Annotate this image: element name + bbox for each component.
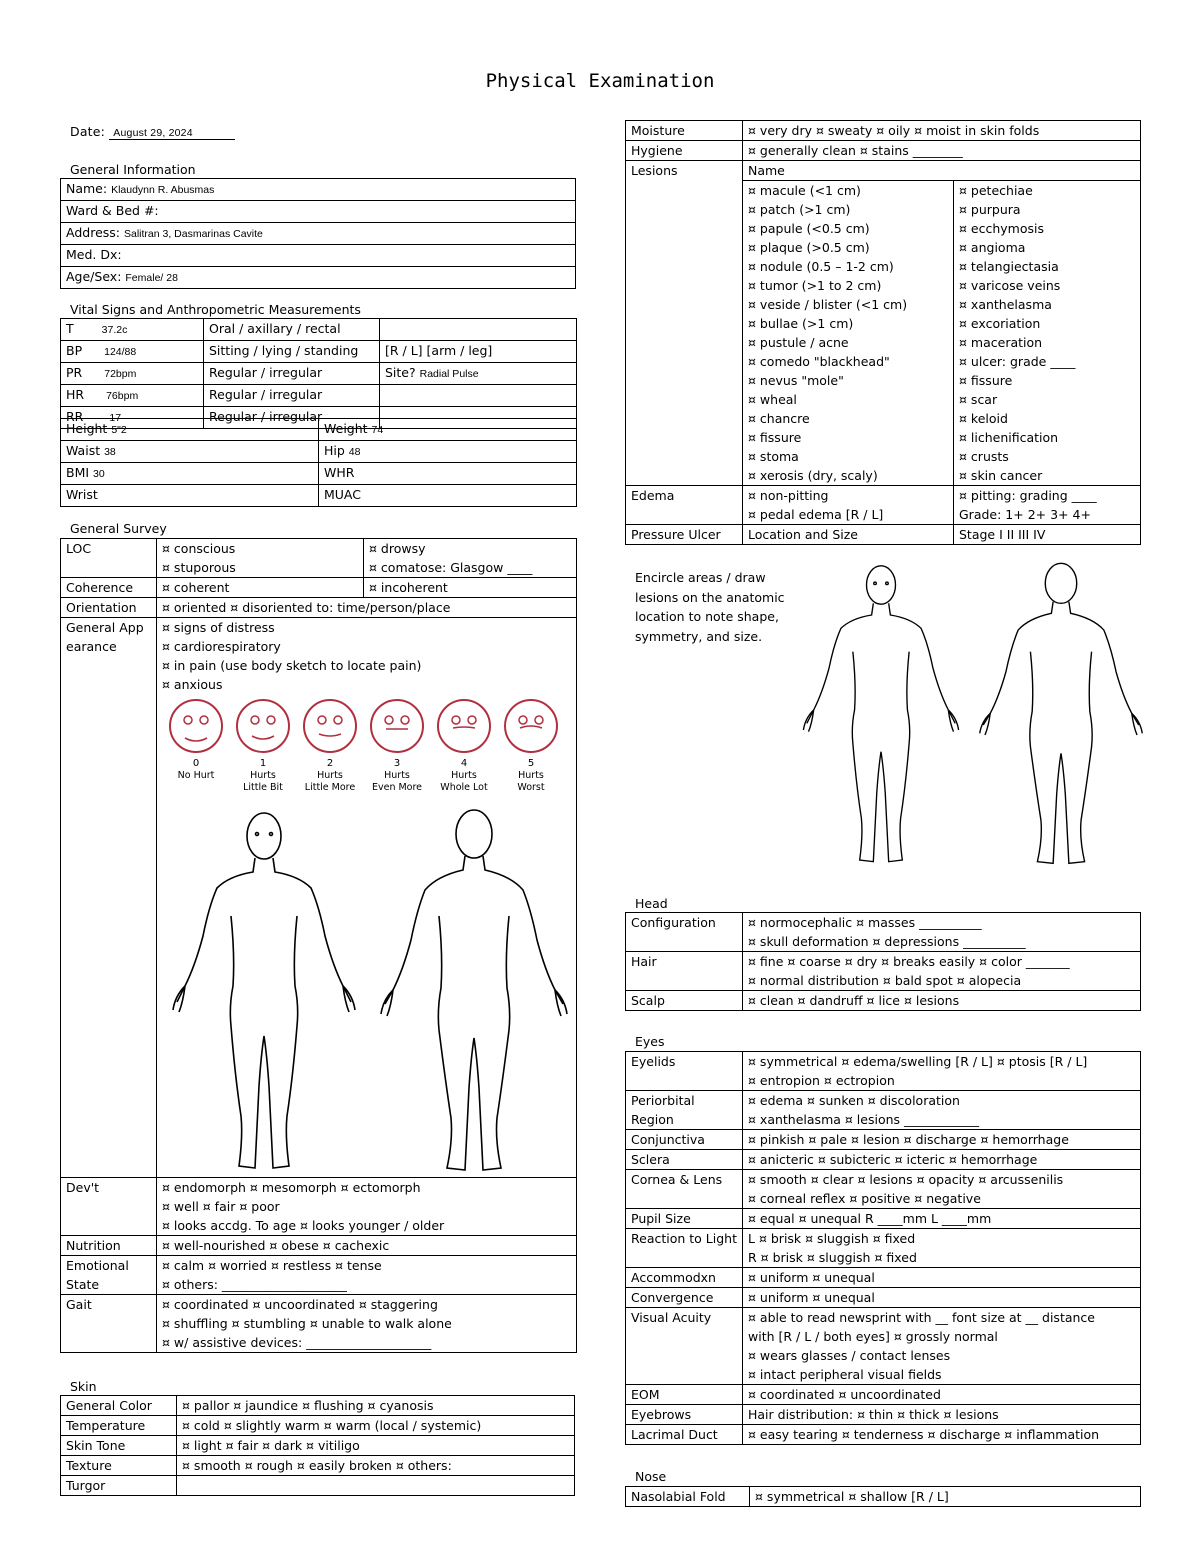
pain-face-icon [168, 698, 224, 754]
survey-row-orientation [61, 598, 577, 618]
date-row [70, 124, 235, 140]
gait-label: Gait [61, 1295, 157, 1353]
loc-conscious[interactable]: ¤ conscious [162, 541, 236, 556]
lesion-option[interactable]: ¤ crusts [959, 449, 1009, 464]
lesion-option[interactable]: ¤ pustule / acne [748, 335, 849, 350]
eyes-row [626, 1385, 1141, 1405]
eyes-option-line[interactable]: with [R / L / both eyes] ¤ grossly normal [748, 1329, 998, 1344]
hygiene-row [626, 141, 1141, 161]
loc-comatose[interactable]: ¤ comatose: Glasgow ____ [369, 560, 533, 575]
eyes-row-label: Conjunctiva [626, 1130, 743, 1150]
pain-scale [163, 698, 563, 798]
eyes-option-line[interactable]: ¤ easy tearing ¤ tenderness ¤ discharge ¤ inflammation [748, 1427, 1100, 1442]
skin-row [61, 1436, 575, 1456]
wrist-label: Wrist [66, 487, 98, 502]
vital-label: HR [66, 387, 85, 402]
bp-value[interactable]: 124/88 [104, 346, 137, 358]
pain-face-number: 4 [460, 758, 468, 769]
skin-tone-options[interactable]: ¤ light ¤ fair ¤ dark ¤ vitiligo [177, 1436, 575, 1456]
hr-rhythm[interactable]: Regular / irregular [204, 385, 380, 407]
nose-table [625, 1486, 1141, 1507]
eyes-option-line[interactable]: R ¤ brisk ¤ sluggish ¤ fixed [748, 1250, 917, 1265]
lesion-option[interactable]: ¤ angioma [959, 240, 1026, 255]
pain-face-icon [235, 698, 291, 754]
hygiene-label: Hygiene [626, 141, 743, 161]
pain-face-label: Hurts [518, 770, 544, 781]
pain-face-number: 1 [259, 758, 267, 769]
hr-value[interactable]: 76bpm [106, 390, 139, 402]
pressure-ulcer-location[interactable]: Location and Size [743, 525, 954, 545]
vitals-table [60, 318, 577, 429]
loc-drowsy[interactable]: ¤ drowsy [369, 541, 426, 556]
instruction-line: location to note shape, [635, 609, 779, 624]
pain-face-label: Hurts [317, 770, 343, 781]
eyes-option-line[interactable]: ¤ wears glasses / contact lenses [748, 1348, 951, 1363]
temperature-label: Temperature [61, 1416, 177, 1436]
eyes-row-options [743, 1150, 1141, 1170]
cardiorespiratory-option[interactable]: ¤ cardiorespiratory [162, 639, 281, 654]
lesion-option[interactable]: ¤ comedo "blackhead" [748, 354, 890, 369]
general-info-row [61, 201, 576, 223]
name-value[interactable]: Klaudynn R. Abusmas [111, 184, 215, 196]
eyes-row-label: Reaction to Light [626, 1229, 743, 1268]
temp-value[interactable]: 37.2c [101, 324, 128, 336]
body-diagram-front [169, 806, 359, 1178]
eyes-option-line[interactable]: ¤ corneal reflex ¤ positive ¤ negative [748, 1191, 981, 1206]
eyes-row-options [743, 1268, 1141, 1288]
lesion-option[interactable]: ¤ xanthelasma [959, 297, 1052, 312]
configuration-options-1[interactable]: ¤ normocephalic ¤ masses __________ [748, 915, 982, 930]
eyes-option-line[interactable]: ¤ pinkish ¤ pale ¤ lesion ¤ discharge ¤ hemorrhage [748, 1132, 1069, 1147]
pain-face[interactable] [163, 698, 229, 782]
lesion-option[interactable]: ¤ patch (>1 cm) [748, 202, 851, 217]
survey-row-appearance [61, 618, 577, 1178]
hair-options-1[interactable]: ¤ fine ¤ coarse ¤ dry ¤ breaks easily ¤ color _______ [748, 954, 1070, 969]
skin-heading: Skin [70, 1379, 97, 1394]
eyes-row [626, 1170, 1141, 1209]
general-survey-table [60, 538, 577, 1353]
coherence-label: Coherence [61, 578, 157, 598]
lesion-option[interactable]: ¤ macule (<1 cm) [748, 183, 861, 198]
eyes-row-options [743, 1052, 1141, 1091]
skin-tone-label: Skin Tone [61, 1436, 177, 1456]
lesion-body-back [978, 560, 1144, 870]
eyes-row-label: Cornea & Lens [626, 1170, 743, 1209]
hip-value[interactable]: 48 [348, 446, 361, 458]
eyes-row-options [743, 1385, 1141, 1405]
age-sex-value[interactable]: Female/ 28 [125, 272, 178, 284]
eyes-row-label: Accommodxn [626, 1268, 743, 1288]
vital-label: T [66, 321, 74, 336]
eyes-row-options [743, 1130, 1141, 1150]
lesion-option[interactable]: ¤ petechiae [959, 183, 1033, 198]
weight-label: Weight [324, 421, 368, 436]
survey-row-devt [61, 1178, 577, 1236]
instruction-line: symmetry, and size. [635, 628, 763, 644]
survey-row-emotional [61, 1256, 577, 1295]
scalp-label: Scalp [626, 991, 743, 1011]
lesion-option[interactable]: ¤ xerosis (dry, scaly) [748, 468, 878, 483]
loc-stuporous[interactable]: ¤ stuporous [162, 560, 236, 575]
address-value[interactable]: Salitran 3, Dasmarinas Cavite [123, 228, 263, 240]
address-label: Address: [66, 225, 120, 240]
date-label: Date: [70, 124, 106, 139]
pitting-option[interactable]: ¤ pitting: grading ____ [959, 488, 1097, 503]
eyes-row-options [743, 1308, 1141, 1385]
eyes-option-line[interactable]: L ¤ brisk ¤ sluggish ¤ fixed [748, 1231, 916, 1246]
eyes-row-label: Periorbital Region [626, 1091, 743, 1130]
pain-face[interactable] [297, 698, 363, 794]
body-diagram-back [379, 806, 569, 1178]
lesions-list-left [743, 181, 954, 486]
height-label: Height [66, 421, 108, 436]
orientation-options[interactable]: ¤ oriented ¤ disoriented to: time/person/place [157, 598, 577, 618]
skin-row [61, 1456, 575, 1476]
pain-face-sublabel: Little Bit [243, 782, 283, 793]
nutrition-label: Nutrition [61, 1236, 157, 1256]
pain-face-icon [503, 698, 559, 754]
eyes-row [626, 1209, 1141, 1229]
hip-label: Hip [324, 443, 345, 458]
lesion-option[interactable]: ¤ ulcer: grade ____ [959, 354, 1076, 369]
pressure-ulcer-label: Pressure Ulcer [626, 525, 743, 545]
lesion-option[interactable]: ¤ ecchymosis [959, 221, 1045, 236]
pain-face-sublabel: Even More [371, 782, 423, 793]
med-dx-label: Med. Dx: [66, 247, 122, 262]
eyes-row [626, 1091, 1141, 1130]
lesion-option[interactable]: ¤ tumor (>1 to 2 cm) [748, 278, 882, 293]
bp-site[interactable]: [R / L] [arm / leg] [380, 341, 577, 363]
ward-label: Ward & Bed #: [66, 203, 159, 218]
lesion-option[interactable]: ¤ keloid [959, 411, 1008, 426]
loc-label: LOC [61, 539, 157, 578]
nose-row [626, 1487, 1141, 1507]
pain-face-number: 5 [527, 758, 535, 769]
configuration-label: Configuration [626, 913, 743, 952]
lesion-option[interactable]: ¤ lichenification [959, 430, 1059, 445]
orientation-label: Orientation [61, 598, 157, 618]
texture-options[interactable]: ¤ smooth ¤ rough ¤ easily broken ¤ others: [177, 1456, 575, 1476]
bmi-label: BMI [66, 465, 90, 480]
pain-face-sublabel: Little More [304, 782, 356, 793]
vital-label: PR [66, 365, 83, 380]
eyes-row-options [743, 1209, 1141, 1229]
eyes-row-options [743, 1425, 1141, 1445]
pr-rhythm[interactable]: Regular / irregular [204, 363, 380, 385]
head-row [626, 991, 1141, 1011]
age-sex-label: Age/Sex: [66, 269, 122, 284]
eyes-row-label: EOM [626, 1385, 743, 1405]
head-row [626, 952, 1141, 991]
anthro-row [61, 419, 577, 441]
vitals-row [61, 363, 577, 385]
pain-face[interactable] [431, 698, 497, 794]
anthro-row [61, 441, 577, 463]
lesion-option[interactable]: ¤ varicose veins [959, 278, 1061, 293]
coherent-option[interactable]: ¤ coherent [157, 578, 364, 598]
skin-continued-table [625, 120, 1141, 545]
pressure-ulcer-row [626, 525, 1141, 545]
general-color-options[interactable]: ¤ pallor ¤ jaundice ¤ flushing ¤ cyanosis [177, 1396, 575, 1416]
eyes-option-line[interactable]: ¤ equal ¤ unequal R ____mm L ____mm [748, 1211, 992, 1226]
nutrition-options[interactable]: ¤ well-nourished ¤ obese ¤ cachexic [157, 1236, 577, 1256]
eyes-heading: Eyes [635, 1034, 665, 1049]
eyes-row [626, 1308, 1141, 1385]
non-pitting-option[interactable]: ¤ non-pitting [748, 488, 829, 503]
general-info-row [61, 245, 576, 267]
eyes-option-line[interactable]: ¤ anicteric ¤ subicteric ¤ icteric ¤ hemorrhage [748, 1152, 1038, 1167]
rr-rhythm[interactable]: Regular / irregular [204, 407, 380, 429]
eyes-row [626, 1268, 1141, 1288]
lesion-option[interactable]: ¤ veside / blister (<1 cm) [748, 297, 908, 312]
name-label: Name: [66, 181, 108, 196]
eyes-row [626, 1150, 1141, 1170]
eyes-option-line[interactable]: ¤ uniform ¤ unequal [748, 1270, 875, 1285]
skin-row [61, 1476, 575, 1496]
lesion-option[interactable]: ¤ stoma [748, 449, 799, 464]
eyes-row-label: Eyelids [626, 1052, 743, 1091]
edema-grade[interactable]: Grade: 1+ 2+ 3+ 4+ [959, 507, 1091, 522]
diagram-instructions [635, 568, 785, 646]
eyes-option-line[interactable]: ¤ uniform ¤ unequal [748, 1290, 875, 1305]
eyes-row-label: Convergence [626, 1288, 743, 1308]
gait-options-2[interactable]: ¤ shuffling ¤ stumbling ¤ unable to walk alone [162, 1316, 452, 1331]
build-options[interactable]: ¤ well ¤ fair ¤ poor [162, 1199, 280, 1214]
turgor-value[interactable] [177, 1476, 575, 1496]
waist-value[interactable]: 38 [104, 446, 116, 458]
lesion-option[interactable]: ¤ purpura [959, 202, 1021, 217]
nasolabial-label: Nasolabial Fold [626, 1487, 750, 1507]
lesions-row [626, 161, 1141, 181]
distress-option[interactable]: ¤ signs of distress [162, 620, 275, 635]
moisture-label: Moisture [626, 121, 743, 141]
lesion-option[interactable]: ¤ plaque (>0.5 cm) [748, 240, 870, 255]
eyes-row-label: Lacrimal Duct [626, 1425, 743, 1445]
lesion-option[interactable]: ¤ maceration [959, 335, 1043, 350]
nasolabial-options[interactable]: ¤ symmetrical ¤ shallow [R / L] [750, 1487, 1141, 1507]
whr-label: WHR [324, 465, 355, 480]
vitals-row [61, 319, 577, 341]
hair-label: Hair [626, 952, 743, 991]
head-heading: Head [635, 896, 668, 911]
waist-label: Waist [66, 443, 101, 458]
lesion-option[interactable]: ¤ fissure [959, 373, 1013, 388]
eyes-row [626, 1288, 1141, 1308]
eyes-row-options [743, 1288, 1141, 1308]
general-info-table [60, 178, 576, 289]
survey-row-gait [61, 1295, 577, 1353]
general-info-heading: General Information [70, 162, 196, 177]
lesion-option[interactable]: ¤ nodule (0.5 – 1-2 cm) [748, 259, 894, 274]
eyes-option-line[interactable]: ¤ symmetrical ¤ edema/swelling [R / L] ¤ ptosis [R / L] [748, 1054, 1088, 1069]
emotional-label: Emotional State [61, 1256, 157, 1295]
pr-site-label: Site? [385, 365, 416, 380]
lesion-body-front [800, 560, 962, 870]
lesion-option[interactable]: ¤ fissure [748, 430, 802, 445]
anthropometric-table [60, 418, 577, 507]
instruction-line: Encircle areas / draw [635, 570, 766, 585]
eyes-row-options [743, 1229, 1141, 1268]
anthro-row [61, 485, 577, 507]
pain-face-label: Hurts [451, 770, 477, 781]
eyes-row-options [743, 1405, 1141, 1425]
page-title: Physical Examination [485, 70, 715, 92]
body-type-options[interactable]: ¤ endomorph ¤ mesomorph ¤ ectomorph [162, 1180, 421, 1195]
moisture-row [626, 121, 1141, 141]
muac-label: MUAC [324, 487, 361, 502]
temp-extra [380, 319, 577, 341]
edema-label: Edema [626, 486, 743, 525]
moisture-options[interactable]: ¤ very dry ¤ sweaty ¤ oily ¤ moist in skin folds [743, 121, 1141, 141]
lesion-option[interactable]: ¤ wheal [748, 392, 797, 407]
pain-option[interactable]: ¤ in pain (use body sketch to locate pain) [162, 658, 422, 673]
survey-row-nutrition [61, 1236, 577, 1256]
general-info-row [61, 179, 576, 201]
pain-face-number: 2 [326, 758, 334, 769]
pain-face[interactable] [364, 698, 430, 794]
pain-face-label: Hurts [250, 770, 276, 781]
eyes-option-line[interactable]: ¤ coordinated ¤ uncoordinated [748, 1387, 941, 1402]
vital-label: BP [66, 343, 83, 358]
pain-face-number: 3 [393, 758, 401, 769]
lesion-option[interactable]: ¤ scar [959, 392, 998, 407]
eyes-option-line[interactable]: ¤ entropion ¤ ectropion [748, 1073, 895, 1088]
skin-row [61, 1396, 575, 1416]
weight-value[interactable]: 74 [371, 424, 384, 436]
date-value[interactable]: August 29, 2024 [109, 127, 235, 140]
eyes-option-line[interactable]: ¤ xanthelasma ¤ lesions ____________ [748, 1112, 980, 1127]
pain-face[interactable] [498, 698, 564, 794]
eyes-option-line[interactable]: ¤ edema ¤ sunken ¤ discoloration [748, 1093, 960, 1108]
pr-value[interactable]: 72bpm [104, 368, 137, 380]
head-row [626, 913, 1141, 952]
pain-face-number: 0 [192, 758, 200, 769]
eyes-row-label: Pupil Size [626, 1209, 743, 1229]
general-color-label: General Color [61, 1396, 177, 1416]
lesion-option[interactable]: ¤ chancre [748, 411, 810, 426]
eyes-option-line[interactable]: ¤ intact peripheral visual fields [748, 1367, 942, 1382]
eyes-row [626, 1052, 1141, 1091]
survey-row-loc [61, 539, 577, 578]
eyes-row-label: Sclera [626, 1150, 743, 1170]
scalp-options[interactable]: ¤ clean ¤ dandruff ¤ lice ¤ lesions [743, 991, 1141, 1011]
lesion-option[interactable]: ¤ skin cancer [959, 468, 1043, 483]
rr-value[interactable]: 17 [109, 412, 122, 424]
emotional-others[interactable]: ¤ others: ____________________ [162, 1277, 347, 1292]
bp-position[interactable]: Sitting / lying / standing [204, 341, 380, 363]
pr-site-value[interactable]: Radial Pulse [419, 368, 479, 380]
texture-label: Texture [61, 1456, 177, 1476]
lesion-option[interactable]: ¤ telangiectasia [959, 259, 1059, 274]
lesions-label: Lesions [626, 161, 743, 486]
eyes-row-options [743, 1170, 1141, 1209]
eyes-row-options [743, 1091, 1141, 1130]
lesions-list-right [954, 181, 1141, 486]
general-survey-heading: General Survey [70, 521, 167, 536]
pain-face-icon [436, 698, 492, 754]
anxious-option[interactable]: ¤ anxious [162, 677, 223, 692]
skin-row [61, 1416, 575, 1436]
eyes-option-line[interactable]: ¤ smooth ¤ clear ¤ lesions ¤ opacity ¤ arcussenilis [748, 1172, 1064, 1187]
vitals-row [61, 385, 577, 407]
gait-options-1[interactable]: ¤ coordinated ¤ uncoordinated ¤ staggering [162, 1297, 438, 1312]
vitals-heading: Vital Signs and Anthropometric Measurements [70, 302, 361, 317]
turgor-label: Turgor [61, 1476, 177, 1496]
eyes-row [626, 1229, 1141, 1268]
eyes-row [626, 1130, 1141, 1150]
instruction-line: lesions on the anatomic [635, 589, 785, 605]
appearance-label: General Appearance [61, 618, 157, 1178]
vital-label: RR [66, 409, 84, 424]
general-info-row [61, 223, 576, 245]
survey-row-coherence [61, 578, 577, 598]
configuration-options-2[interactable]: ¤ skull deformation ¤ depressions __________ [748, 934, 1026, 949]
pain-face-icon [302, 698, 358, 754]
eyes-table [625, 1051, 1141, 1445]
pain-face-label: No Hurt [177, 770, 215, 781]
pain-face-icon [369, 698, 425, 754]
anthro-row [61, 463, 577, 485]
eyes-row-label: Visual Acuity [626, 1308, 743, 1385]
hair-options-2[interactable]: ¤ normal distribution ¤ bald spot ¤ alopecia [748, 973, 1022, 988]
head-table [625, 912, 1141, 1011]
skin-table [60, 1395, 575, 1496]
height-value[interactable]: 5"2 [111, 424, 127, 436]
vitals-row [61, 341, 577, 363]
lesion-option[interactable]: ¤ papule (<0.5 cm) [748, 221, 870, 236]
lesion-option[interactable]: ¤ bullae (>1 cm) [748, 316, 854, 331]
emotional-options[interactable]: ¤ calm ¤ worried ¤ restless ¤ tense [162, 1258, 382, 1273]
pain-face[interactable] [230, 698, 296, 794]
pain-face-sublabel: Worst [517, 782, 545, 793]
lesion-option[interactable]: ¤ nevus "mole" [748, 373, 844, 388]
lesion-option[interactable]: ¤ excoriation [959, 316, 1041, 331]
pain-face-sublabel: Whole Lot [440, 782, 488, 793]
pressure-ulcer-stage[interactable]: Stage I II III IV [954, 525, 1141, 545]
eyes-option-line[interactable]: ¤ able to read newsprint with __ font size at __ distance [748, 1310, 1095, 1325]
lesions-name-header: Name [743, 161, 1141, 181]
pain-face-label: Hurts [384, 770, 410, 781]
pedal-edema-option[interactable]: ¤ pedal edema [R / L] [748, 507, 884, 522]
incoherent-option[interactable]: ¤ incoherent [364, 578, 577, 598]
devt-label: Dev't [61, 1178, 157, 1236]
temperature-options[interactable]: ¤ cold ¤ slightly warm ¤ warm (local / systemic) [177, 1416, 575, 1436]
temp-route[interactable]: Oral / axillary / rectal [204, 319, 380, 341]
eyes-row [626, 1405, 1141, 1425]
nose-heading: Nose [635, 1469, 667, 1484]
age-look-options[interactable]: ¤ looks accdg. To age ¤ looks younger / older [162, 1218, 445, 1233]
gait-assistive[interactable]: ¤ w/ assistive devices: ____________________ [162, 1335, 432, 1350]
hygiene-options[interactable]: ¤ generally clean ¤ stains ________ [743, 141, 1141, 161]
edema-row [626, 486, 1141, 525]
hr-extra [380, 385, 577, 407]
bmi-value[interactable]: 30 [93, 468, 105, 480]
eyes-row-label: Eyebrows [626, 1405, 743, 1425]
general-info-row [61, 267, 576, 289]
eyes-option-line[interactable]: Hair distribution: ¤ thin ¤ thick ¤ lesions [748, 1407, 999, 1422]
eyes-row [626, 1425, 1141, 1445]
